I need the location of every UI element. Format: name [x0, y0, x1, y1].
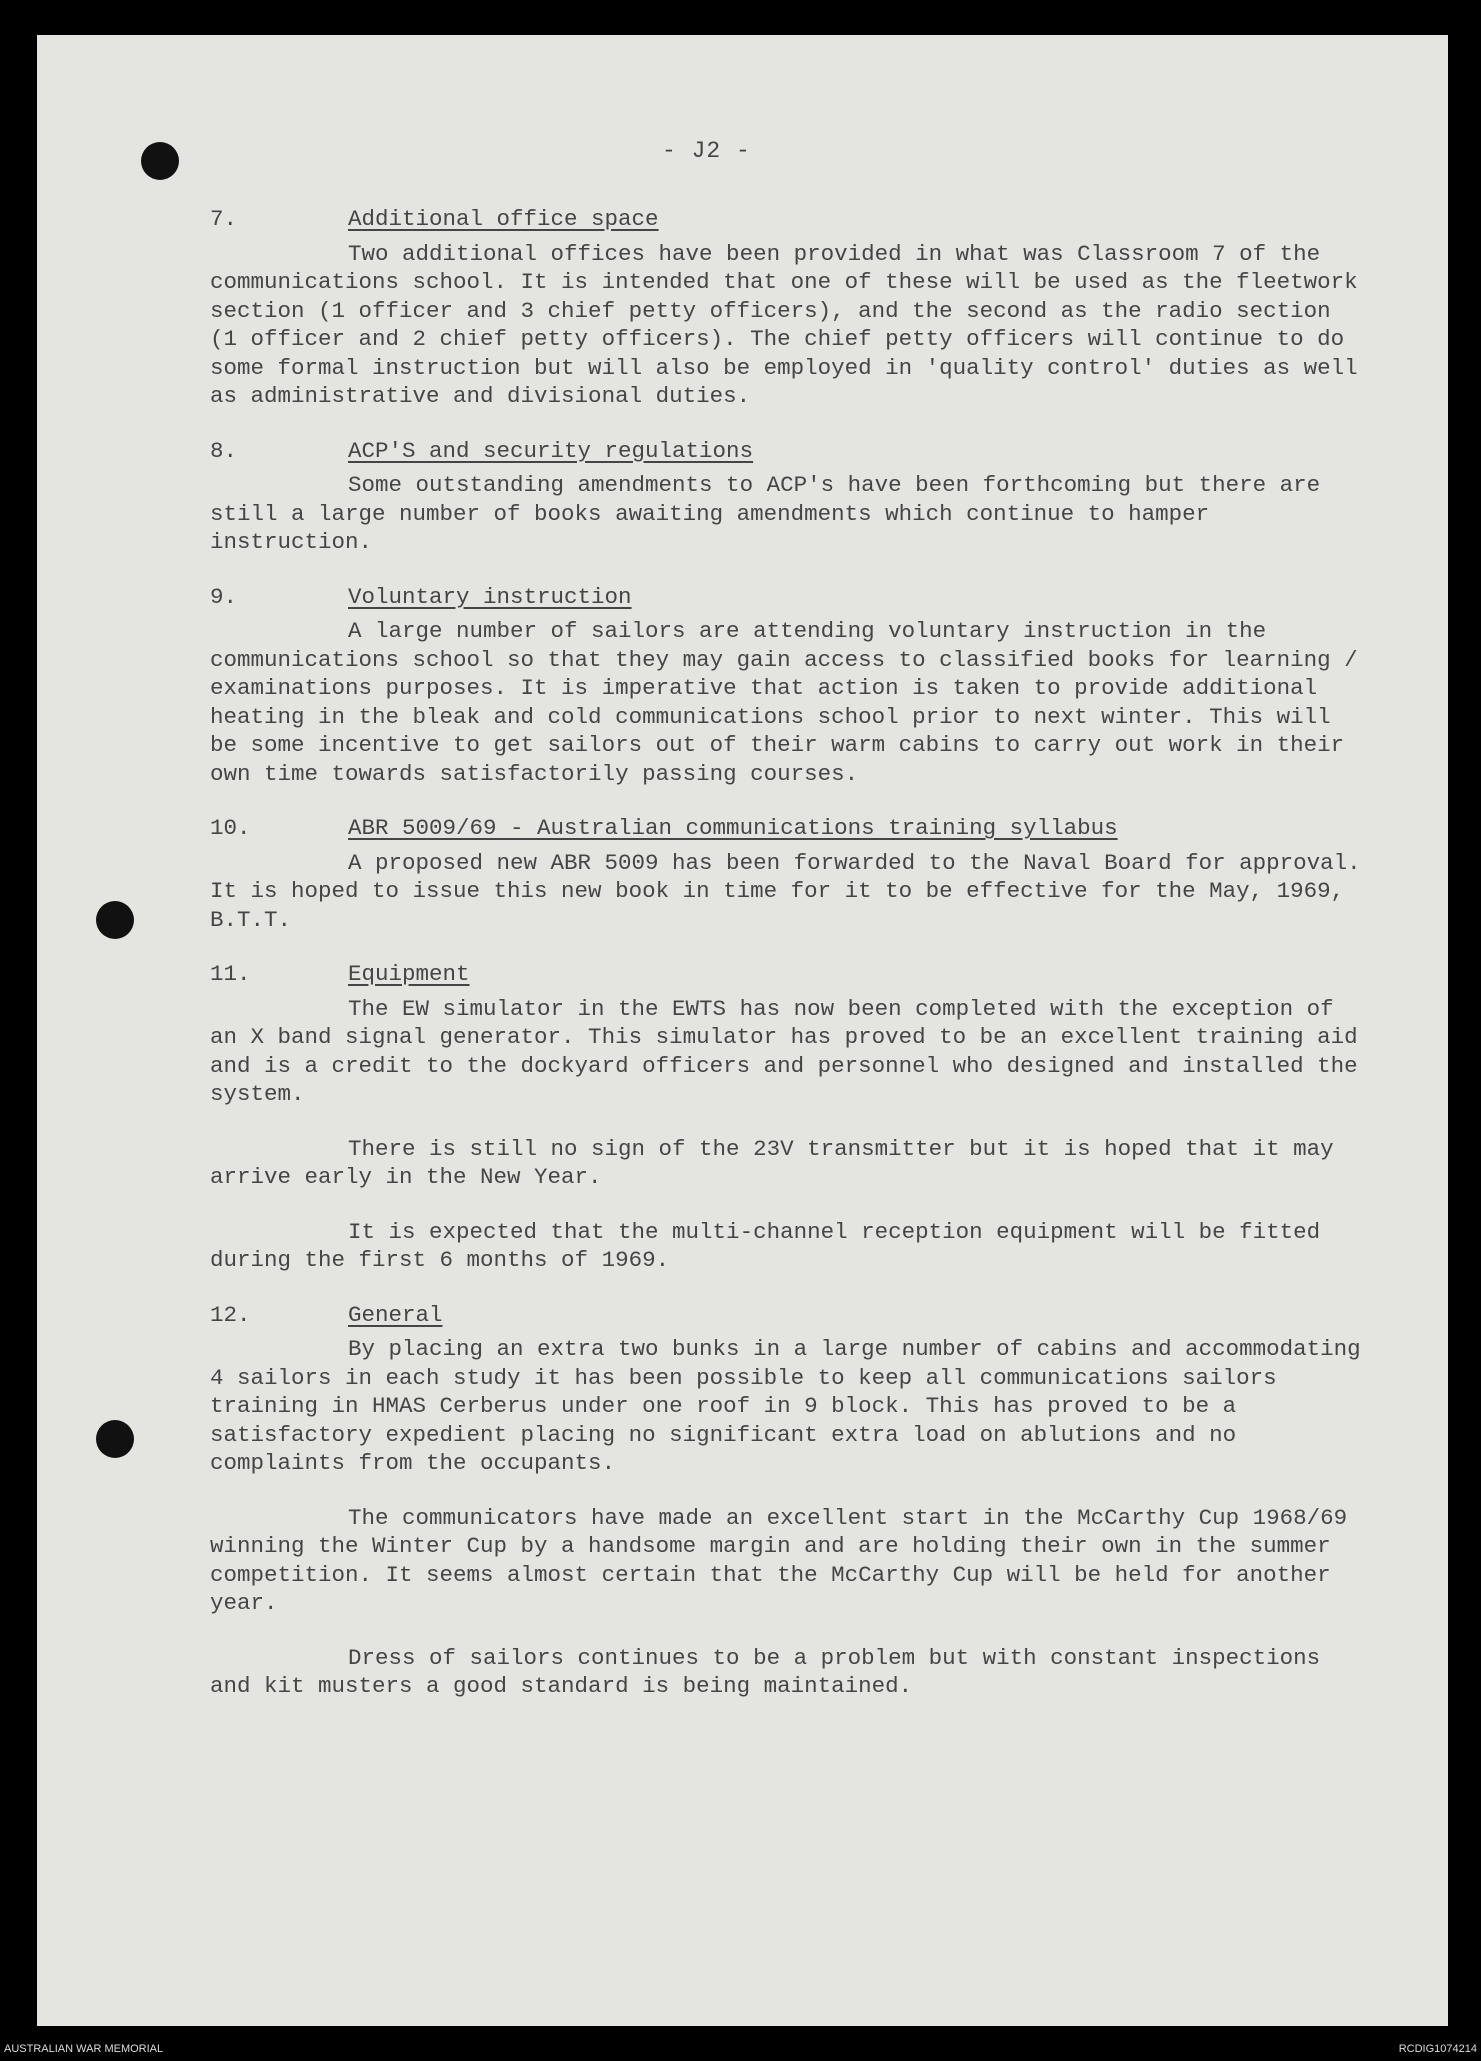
paragraph: Dress of sailors continues to be a problem but with constant inspections and kit musters a good standard is being maintained.	[210, 1644, 1321, 1699]
section	[210, 437, 1370, 557]
section-heading	[210, 814, 1370, 843]
section-heading	[210, 205, 1370, 234]
section	[210, 205, 1370, 411]
paragraph: By placing an extra two bunks in a large number of cabins and accommodating 4 sailors in each study it has been possible to keep all communications sailors training in HMAS Cerberus under one roof in 9 block. This has proved to be a satisfactory expedient placing no significant extra load on ablutions and no complaints from the occupants.	[210, 1336, 1361, 1476]
footer-bar	[0, 2038, 1481, 2061]
paragraph: There is still no sign of the 23V transmitter but it is hoped that it may arrive early in the New Year.	[210, 1135, 1334, 1190]
section	[210, 1301, 1370, 1701]
section-number: 7.	[210, 206, 238, 232]
section-number: 9.	[210, 583, 238, 610]
paragraph: Some outstanding amendments to ACP's have been forthcoming but there are still a large number of books awaiting amendments which continue to hamper instruction.	[210, 472, 1321, 555]
punch-hole-bottom	[96, 1420, 134, 1458]
paragraph: The EW simulator in the EWTS has now been completed with the exception of an X band signal generator. This simulator has proved to be an excellent training aid and is a credit to the dockyard officers and personnel who designed and installed the system.	[210, 995, 1358, 1107]
section-title: General	[348, 1301, 443, 1328]
section-number: 10.	[210, 815, 251, 841]
paragraph: The communicators have made an excellent start in the McCarthy Cup 1968/69 winning the Winter Cup by a handsome margin and are holding their own in the summer competition. It seems almost certain that the McCarthy Cup will be held for another year.	[210, 1504, 1348, 1616]
section-number: 8.	[210, 437, 238, 464]
section-heading	[210, 1301, 1370, 1330]
paragraph: Two additional offices have been provided in what was Classroom 7 of the communications school. It is intended that one of these will be used as the fleetwork section (1 officer and 3 chief petty officers), and the second as the radio section (1 officer and 2 chief petty officers). The chief petty officers will continue to do some formal instruction but will also be employed in 'quality control' duties as well as administrative and divisional duties.	[210, 240, 1358, 409]
footer-archive-label: AUSTRALIAN WAR MEMORIAL	[4, 2043, 164, 2055]
section-heading	[210, 960, 1370, 989]
punch-hole-middle	[96, 901, 134, 939]
paragraph: A large number of sailors are attending voluntary instruction in the communications school so that they may gain access to classified books for learning / examinations purposes. It is imperative that action is taken to provide additional heating in the bleak and cold communications school prior to next winter. This will be some incentive to get sailors out of their warm cabins to carry out work in their own time towards satisfactorily passing courses.	[210, 618, 1358, 787]
section-number: 11.	[210, 961, 251, 987]
section-title: ABR 5009/69 - Australian communications training syllabus	[348, 815, 1118, 841]
section-title: Equipment	[348, 961, 470, 987]
section-heading	[210, 583, 1370, 612]
document-body	[210, 205, 1370, 1727]
section	[210, 814, 1370, 934]
section-title: Additional office space	[348, 206, 659, 232]
paragraph: It is expected that the multi-channel reception equipment will be fitted during the first 6 months of 1969.	[210, 1218, 1321, 1273]
page-number: - J2 -	[662, 138, 751, 164]
section-number: 12.	[210, 1301, 251, 1328]
section-heading	[210, 437, 1370, 466]
section	[210, 960, 1370, 1275]
punch-hole-top	[141, 142, 179, 180]
section-title: Voluntary instruction	[348, 583, 632, 610]
paragraph: A proposed new ABR 5009 has been forwarded to the Naval Board for approval. It is hoped to issue this new book in time for it to be effective for the May, 1969, B.T.T.	[210, 849, 1361, 933]
section	[210, 583, 1370, 789]
footer-record-id: RCDIG1074214	[1398, 2043, 1477, 2055]
section-title: ACP'S and security regulations	[348, 437, 754, 464]
